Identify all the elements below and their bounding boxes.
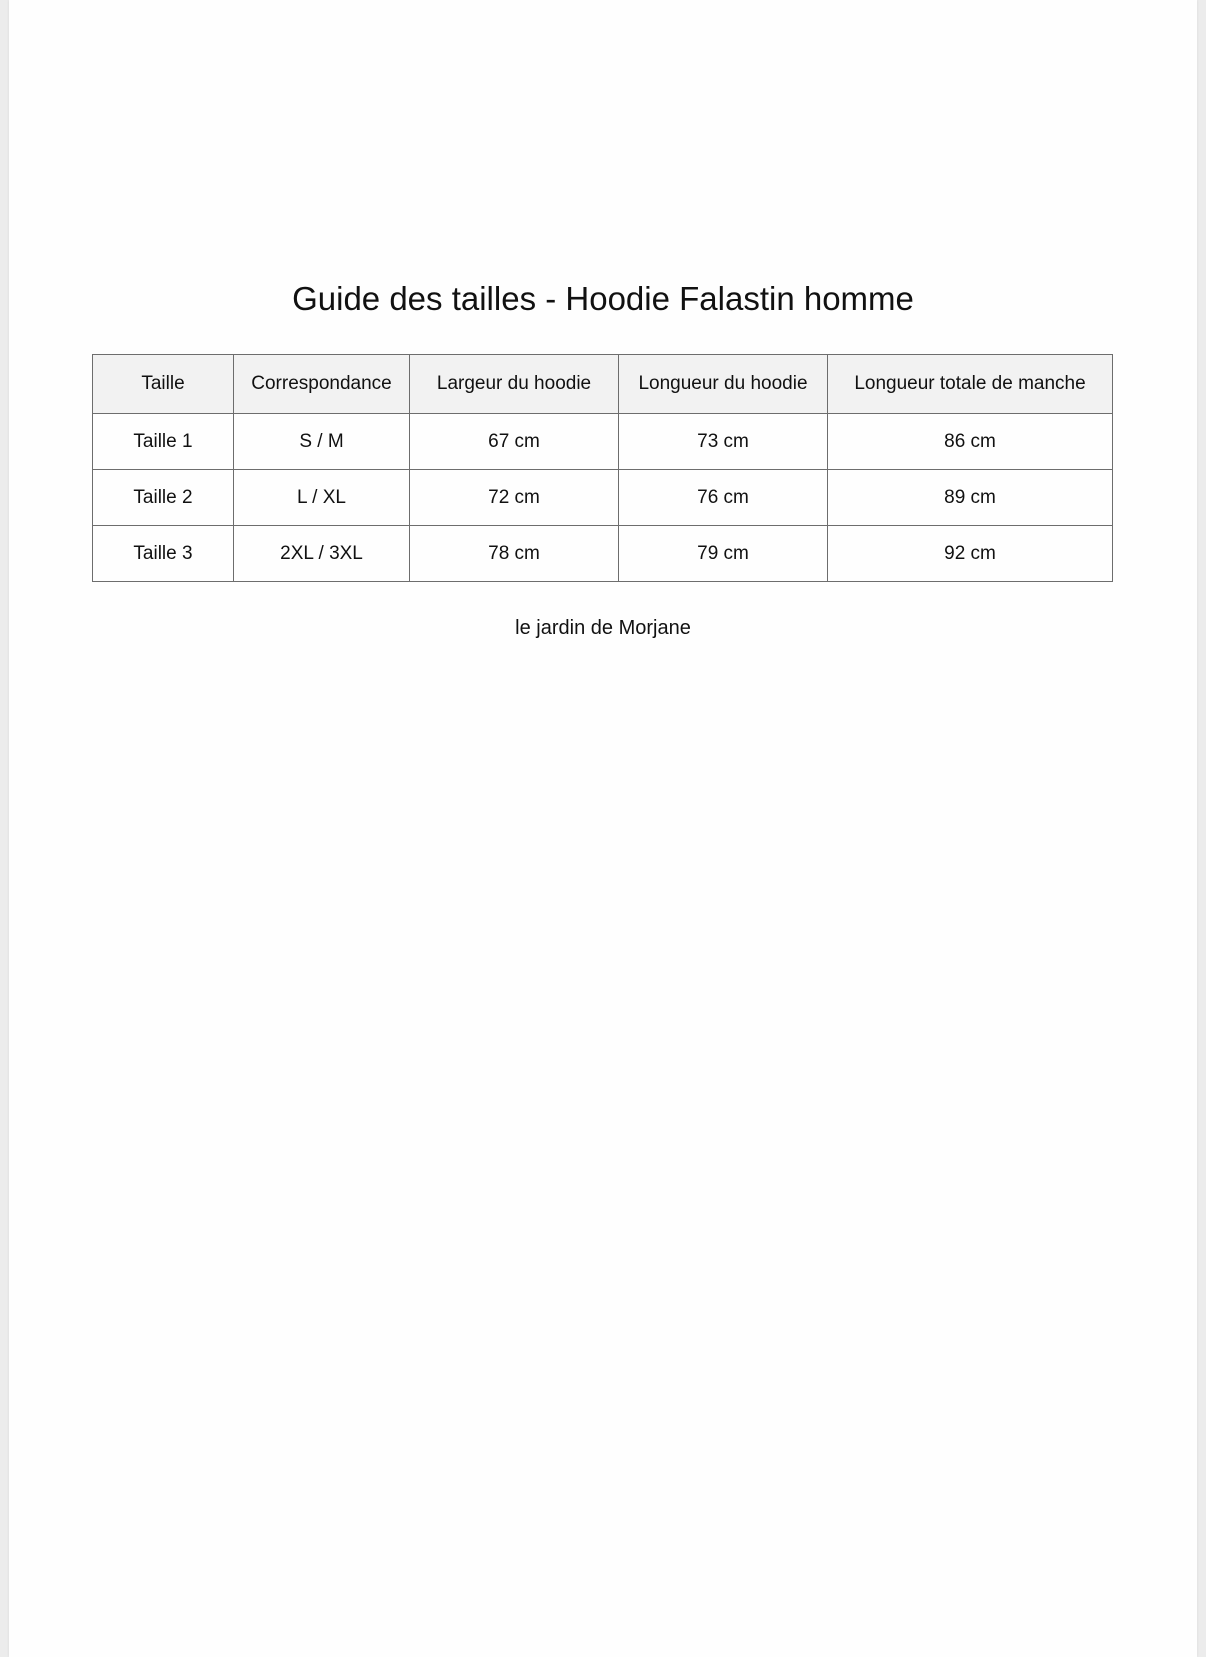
table-cell: 67 cm [410, 414, 619, 470]
table-cell: 72 cm [410, 470, 619, 526]
table-header-row [93, 355, 1113, 414]
table-cell: L / XL [234, 470, 410, 526]
table-row [93, 526, 1113, 582]
table-cell: S / M [234, 414, 410, 470]
table-row [93, 414, 1113, 470]
header-largeur: Largeur du hoodie [410, 355, 619, 414]
table-row [93, 470, 1113, 526]
header-longueur-manche: Longueur totale de manche [828, 355, 1113, 414]
header-taille: Taille [93, 355, 234, 414]
size-guide-table [92, 354, 1113, 582]
table-cell: Taille 3 [93, 526, 234, 582]
table-cell: 86 cm [828, 414, 1113, 470]
document-page [9, 0, 1197, 1657]
table-cell: 2XL / 3XL [234, 526, 410, 582]
table-cell: 79 cm [619, 526, 828, 582]
table-cell: 92 cm [828, 526, 1113, 582]
table-cell: 76 cm [619, 470, 828, 526]
brand-footer: le jardin de Morjane [515, 617, 691, 639]
page-title: Guide des tailles - Hoodie Falastin homme [292, 280, 914, 317]
header-longueur: Longueur du hoodie [619, 355, 828, 414]
table-cell: 78 cm [410, 526, 619, 582]
table-cell: 89 cm [828, 470, 1113, 526]
table-cell: Taille 2 [93, 470, 234, 526]
table-cell: 73 cm [619, 414, 828, 470]
table-cell: Taille 1 [93, 414, 234, 470]
header-correspondance: Correspondance [234, 355, 410, 414]
